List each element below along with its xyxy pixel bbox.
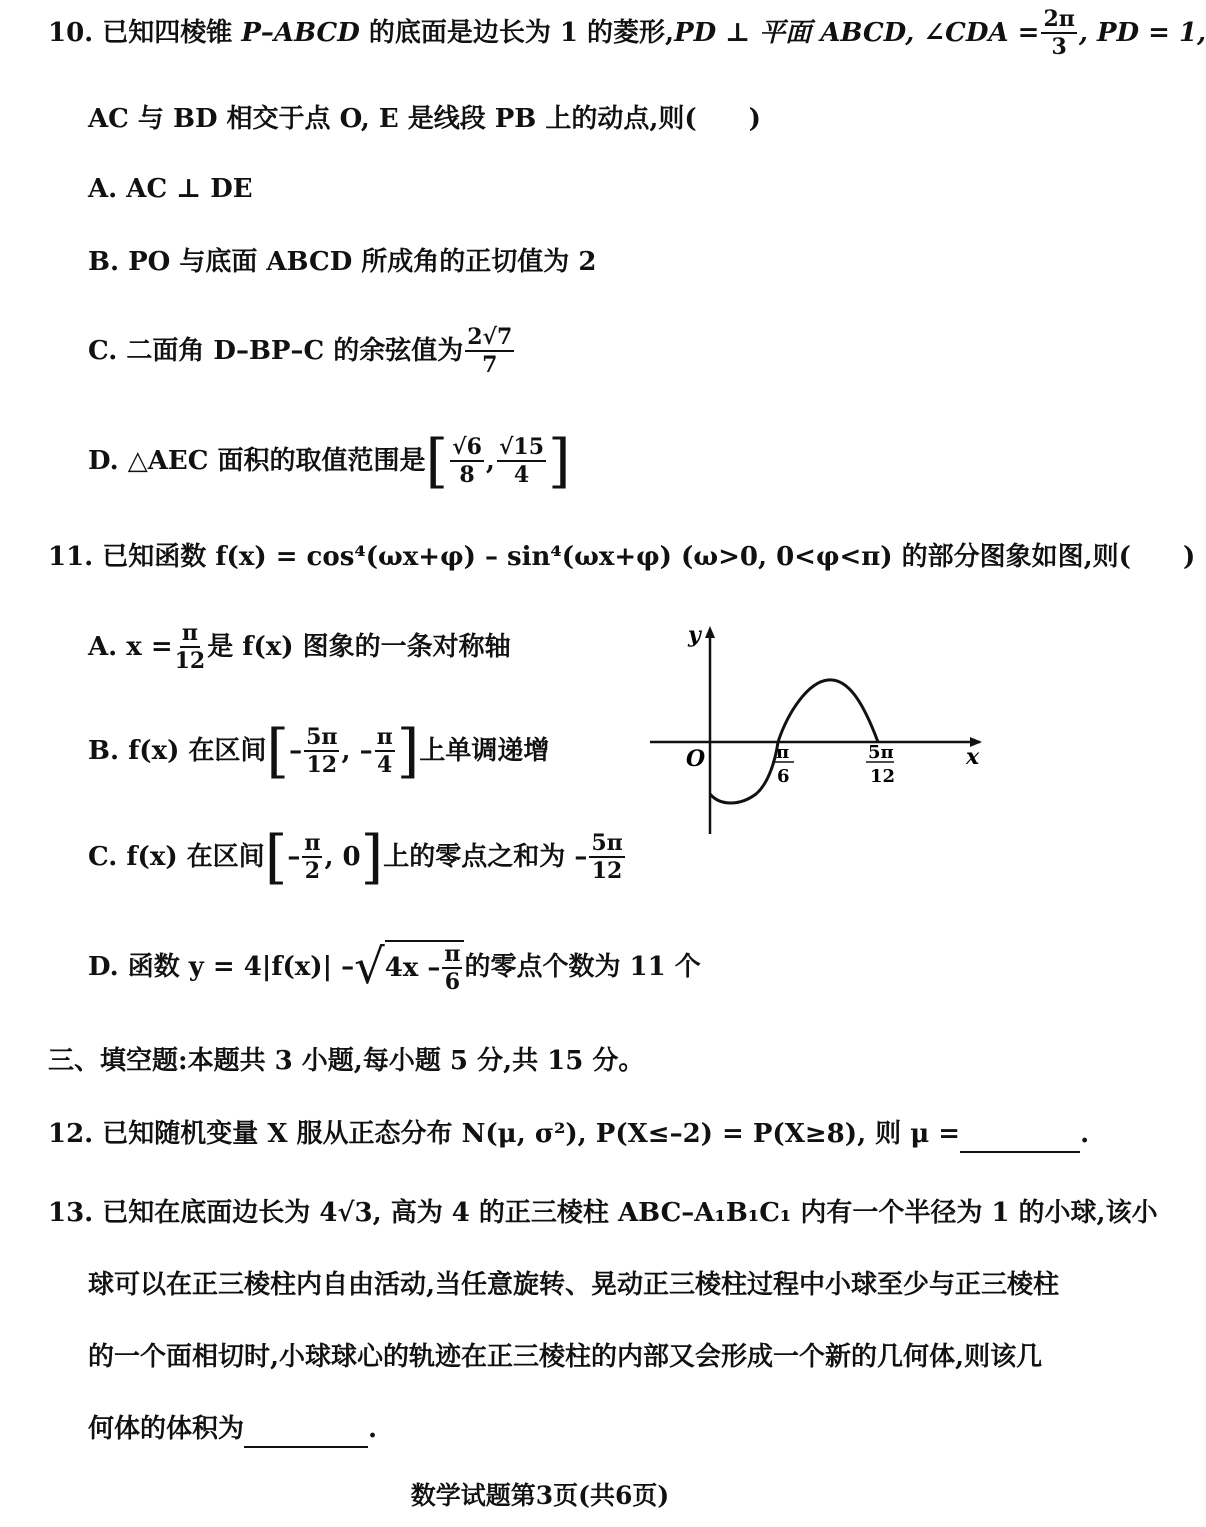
q10-pd: , PD = 1,	[1078, 18, 1206, 48]
q11-option-a-pre: A. x =	[88, 632, 173, 662]
q13-line3: 的一个面相切时,小球球心的轨迹在正三棱柱的内部又会形成一个新的几何体,则该几	[88, 1342, 1043, 1372]
q10-stem-b: 的底面是边长为 1 的菱形,	[368, 18, 675, 48]
q13-answer-blank	[244, 1412, 368, 1448]
q10-option-a: A. AC ⊥ DE	[88, 174, 253, 204]
q10-stem-a: 已知四棱锥	[102, 18, 233, 48]
x-label: x	[966, 744, 980, 770]
q12-end: .	[1080, 1119, 1090, 1149]
q13-line4	[88, 1412, 377, 1448]
q13-line4-text: 何体的体积为	[88, 1414, 245, 1444]
q11-option-b: B. f(x) 在区间 [ – $\frac{5\pi}{12}$ , – $\frac{\pi}{4}$ ] 上单调递增	[88, 717, 550, 785]
q11-option-b-post: 上单调递增	[419, 736, 550, 766]
q10-stem	[48, 8, 1206, 58]
origin-label: O	[686, 746, 706, 772]
q11-option-b-den2: 4	[376, 752, 393, 778]
q10-option-d-frac1	[450, 436, 484, 486]
q11-option-d-post: 的零点个数为 11 个	[464, 951, 701, 982]
q11-stem	[48, 540, 1195, 574]
y-axis-arrow	[705, 626, 715, 638]
q11-option-b-frac1	[304, 726, 339, 776]
q11-option-a-den: 12	[174, 648, 206, 674]
q13-line2: 球可以在正三棱柱内自由活动,当任意旋转、晃动正三棱柱过程中小球至少与正三棱柱	[88, 1270, 1060, 1300]
q10-option-c-text: C. 二面角 D–BP–C 的余弦值为	[88, 336, 464, 366]
q11-option-c-post: 上的零点之和为 –	[383, 842, 588, 872]
q11-option-c-frac2	[589, 832, 624, 882]
tick2-num: 5π	[868, 742, 894, 763]
q11-option-c-den1: 2	[304, 858, 321, 884]
q10-perp: PD ⊥ 平面 ABCD,	[674, 18, 915, 48]
tick1-den: 6	[777, 766, 790, 787]
q11-option-b-pre: B. f(x) 在区间	[88, 736, 267, 766]
q10-angle-frac	[1041, 8, 1076, 58]
section-3-heading: 三、填空题:本题共 3 小题,每小题 5 分,共 15 分。	[48, 1046, 645, 1076]
tick2-den: 12	[870, 766, 896, 787]
q11-option-d-rad-a: 4x –	[384, 953, 441, 983]
q10-pyramid: P–ABCD	[241, 18, 360, 48]
function-graph	[648, 622, 988, 842]
q10-option-d-den1: 8	[459, 462, 475, 488]
q11-stem-text: 已知函数 f(x) = cos⁴(ωx+φ) – sin⁴(ωx+φ) (ω>0, 0<φ<π) 的部分图象如图,则( )	[102, 542, 1196, 572]
q11-option-c-den2: 12	[591, 858, 623, 884]
q12-text: 12. 已知随机变量 X 服从正态分布 N(μ, σ²), P(X≤–2) = P(X≥8), 则 μ =	[48, 1119, 961, 1149]
q10-option-c-num: 2√7	[467, 324, 513, 350]
right-bracket: ]	[548, 427, 571, 495]
q11-option-c-num1: π	[304, 830, 321, 856]
left-bracket: [	[266, 717, 290, 785]
q11-number: 11.	[48, 542, 94, 572]
q11-option-c-frac1	[302, 832, 322, 882]
left-bracket: [	[264, 823, 288, 891]
q10-option-b: B. PO 与底面 ABCD 所成角的正切值为 2	[88, 247, 597, 277]
q12-answer-blank	[960, 1117, 1080, 1153]
q11-option-b-num1: 5π	[306, 724, 338, 750]
q13-line1: 13. 已知在底面边长为 4√3, 高为 4 的正三棱柱 ABC–A₁B₁C₁ 内有一个半径为 1 的小球,该小	[48, 1198, 1158, 1228]
q11-option-a	[88, 622, 511, 672]
q10-angle-num: 2π	[1043, 6, 1075, 32]
q12	[48, 1117, 1089, 1153]
q10-option-d-num2: √15	[498, 434, 545, 460]
q11-option-c: C. f(x) 在区间 [ – $\frac{\pi}{2}$ , 0 ] 上的零点之和为 – $\frac{5\pi}{12}$	[88, 823, 623, 891]
left-bracket: [	[425, 427, 449, 495]
q11-option-d-pre: D. 函数 y = 4|f(x)| –	[88, 951, 355, 982]
q10-number: 10.	[48, 18, 94, 48]
q11-option-b-den1: 12	[306, 752, 338, 778]
q11-option-d-den: 6	[444, 969, 461, 995]
y-label: y	[688, 622, 701, 648]
q10-option-d-den2: 4	[513, 462, 530, 488]
q11-option-d-num: π	[444, 941, 461, 967]
q10-option-c-frac	[465, 326, 514, 376]
q10-option-d-frac2	[497, 436, 546, 486]
q10-line2: AC 与 BD 相交于点 O, E 是线段 PB 上的动点,则( )	[88, 104, 761, 134]
q11-option-a-num: π	[181, 620, 198, 646]
q10-angle-den: 3	[1051, 34, 1067, 60]
tick1-num: π	[776, 742, 790, 763]
q11-option-d	[88, 940, 701, 993]
q10-angle: ∠CDA =	[923, 18, 1040, 48]
right-bracket: ]	[396, 717, 420, 785]
q10-option-c	[88, 326, 516, 376]
q10-option-d: D. △AEC 面积的取值范围是 [ $\frac{√6}{8}$ , $\frac{√15}{4}$ ]	[88, 427, 571, 495]
right-bracket: ]	[360, 823, 384, 891]
q11-option-c-num2: 5π	[591, 830, 623, 856]
q13-end: .	[368, 1414, 378, 1444]
q11-option-c-pre: C. f(x) 在区间	[88, 842, 265, 872]
q11-option-b-frac2	[375, 726, 395, 776]
q11-option-a-frac	[175, 622, 206, 672]
q10-option-c-den: 7	[482, 352, 498, 378]
q11-option-d-frac	[442, 943, 462, 993]
q10-option-d-num1: √6	[452, 434, 482, 460]
q11-option-b-num2: π	[376, 724, 393, 750]
q10-option-d-text: D. △AEC 面积的取值范围是	[88, 446, 426, 476]
q11-option-a-post: 是 f(x) 图象的一条对称轴	[207, 632, 511, 662]
page-footer: 数学试题第3页(共6页)	[410, 1481, 670, 1510]
radical-sign: √	[354, 938, 385, 995]
q11-option-d-radicand	[385, 940, 465, 993]
